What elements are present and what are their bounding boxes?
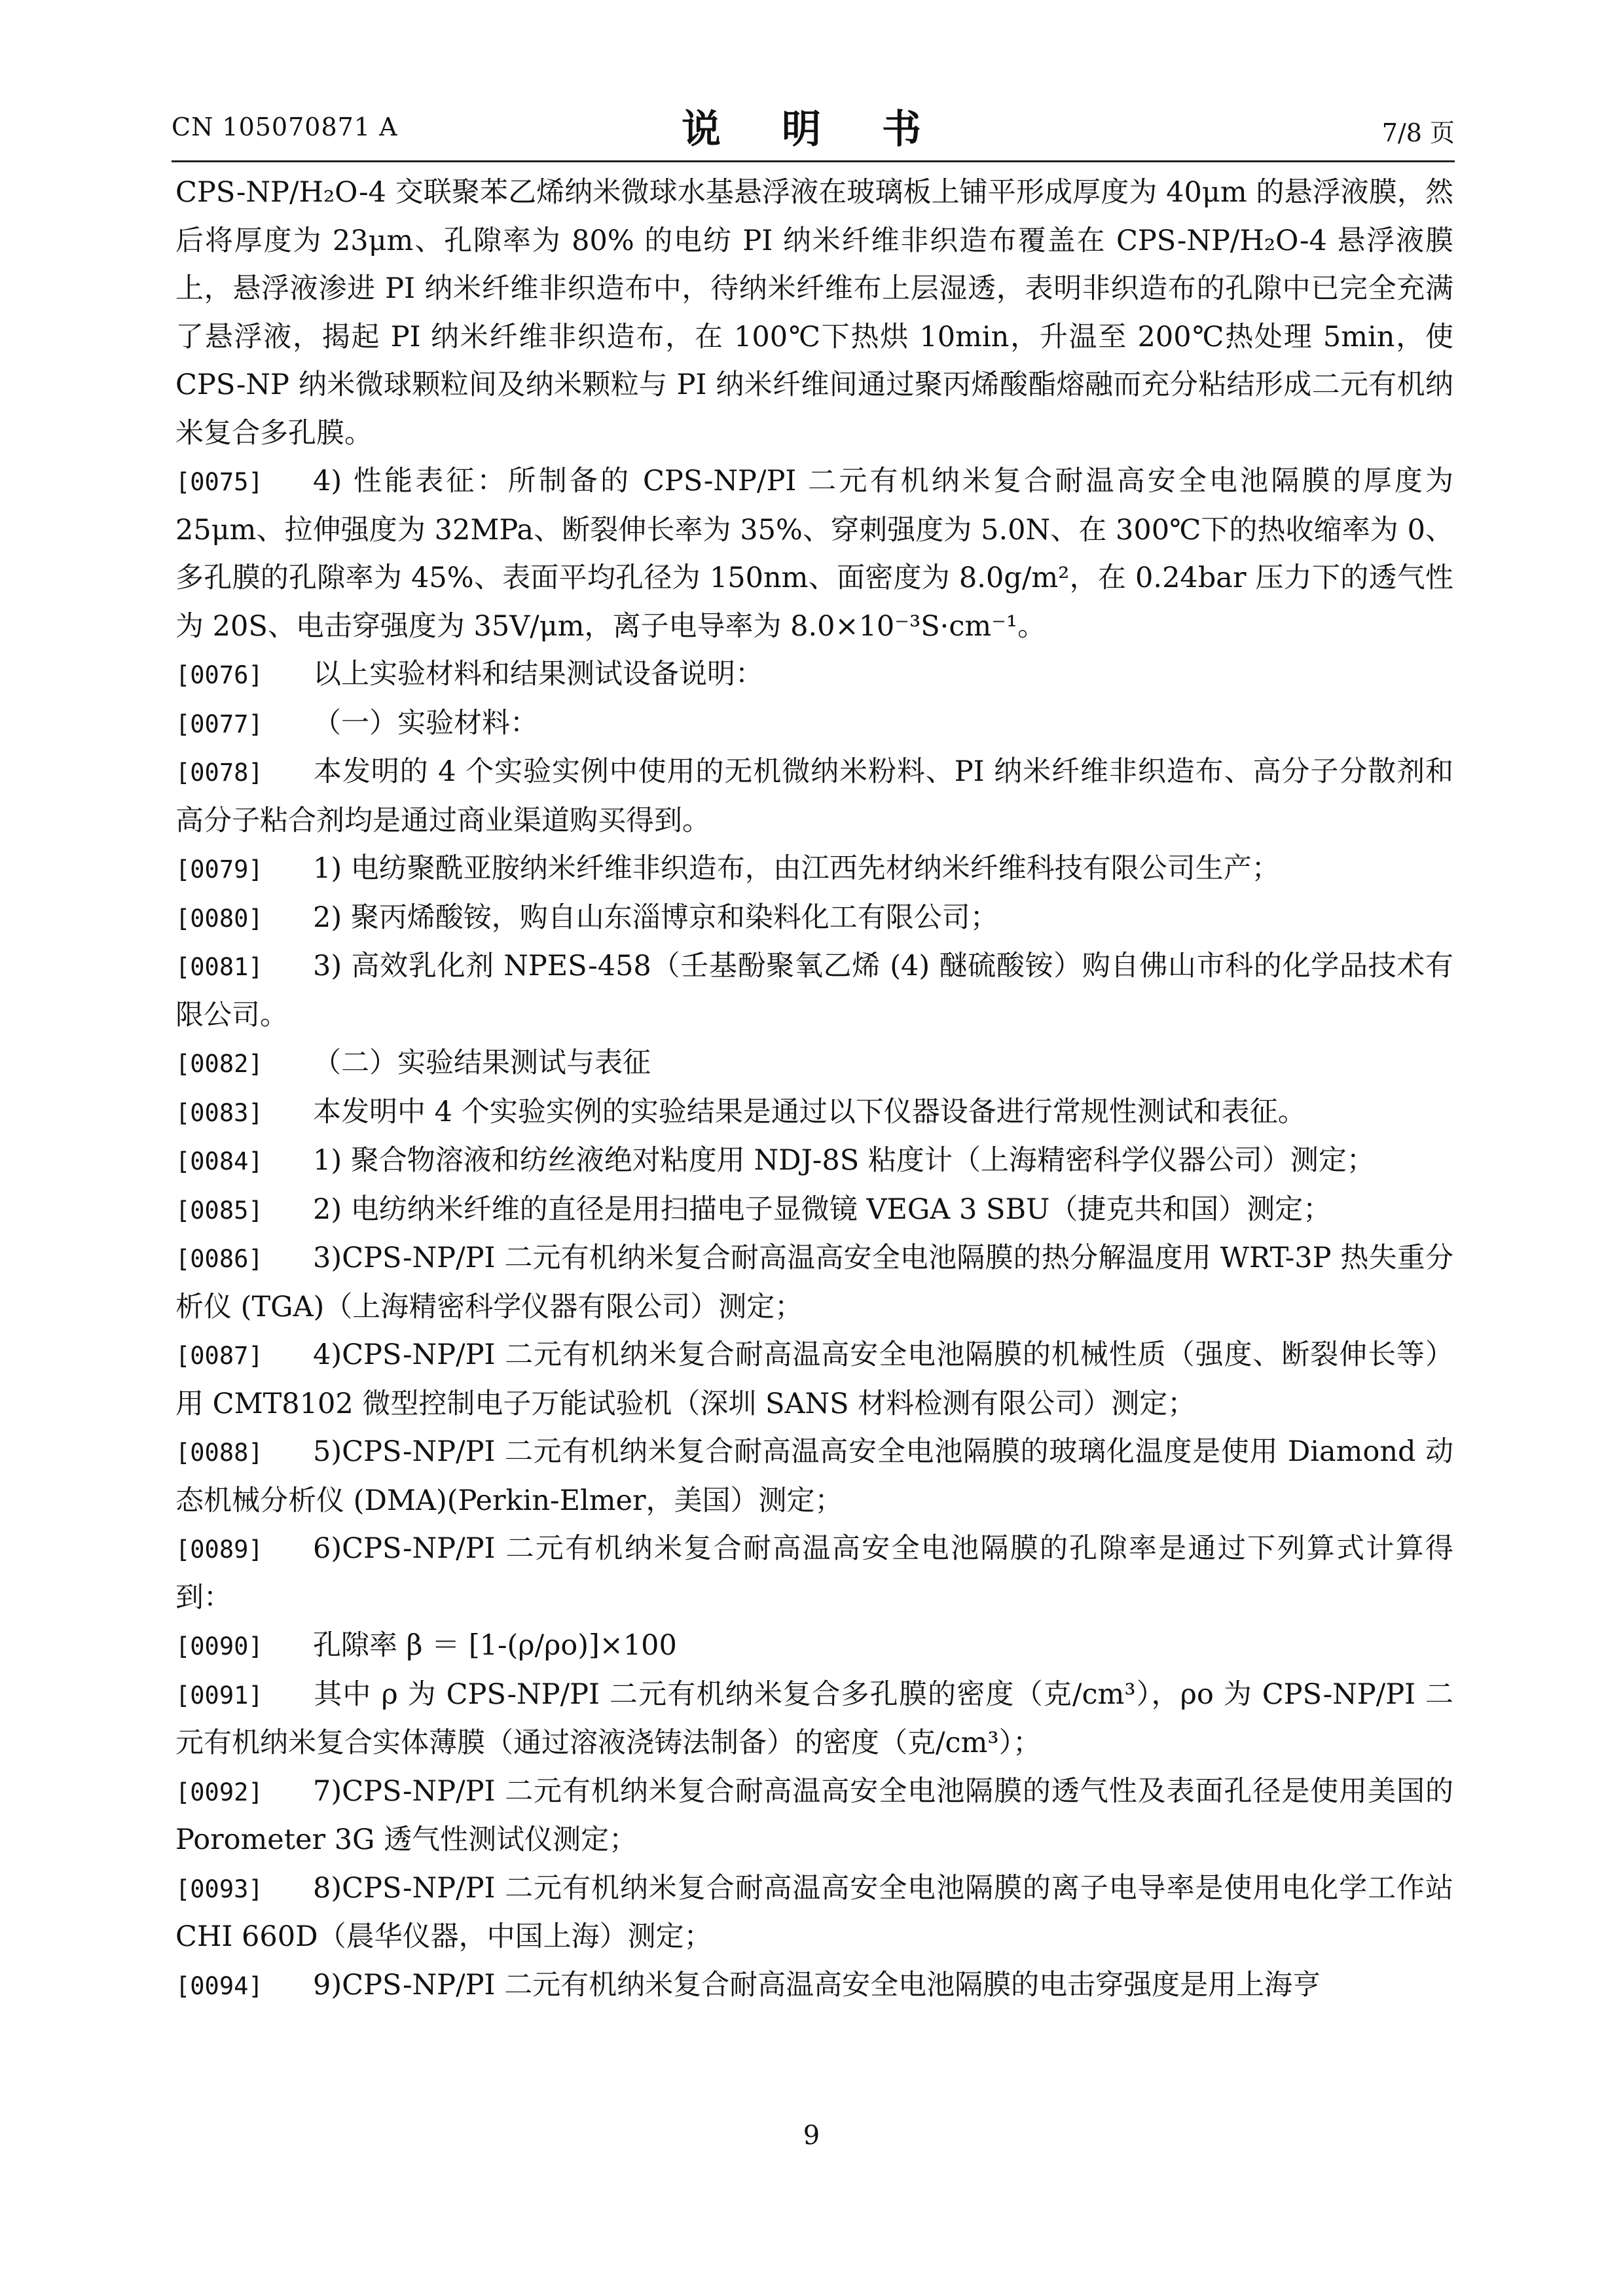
paragraph-text: 以上实验材料和结果测试设备说明：	[313, 658, 763, 691]
page-header	[172, 98, 1455, 157]
paragraph-number: [0084]	[175, 1147, 263, 1175]
paragraph	[175, 169, 1453, 457]
paragraph-number: [0081]	[175, 953, 263, 981]
paragraph-number: [0080]	[175, 904, 263, 933]
paragraph-text: 6)CPS-NP/PI 二元有机纳米复合耐高温高安全电池隔膜的孔隙率是通过下列算式计算得到：	[175, 1532, 1453, 1614]
paragraph-number: [0092]	[175, 1778, 263, 1806]
paragraph-number: [0091]	[175, 1681, 263, 1710]
paragraph-number: [0078]	[175, 759, 263, 787]
paragraph-number: [0082]	[175, 1050, 263, 1078]
paragraph	[175, 457, 1453, 651]
paragraph-text: 3) 高效乳化剂 NPES-458（壬基酚聚氧乙烯 (4) 醚硫酸铵）购自佛山市科的化学品技术有限公司。	[175, 950, 1453, 1031]
paragraph-text: 8)CPS-NP/PI 二元有机纳米复合耐高温高安全电池隔膜的离子电导率是使用电化学工作站 CHI 660D（晨华仪器，中国上海）测定；	[175, 1871, 1453, 1953]
document-body	[175, 169, 1453, 2010]
paragraph	[175, 942, 1453, 1039]
paragraph-text: 7)CPS-NP/PI 二元有机纳米复合耐高温高安全电池隔膜的透气性及表面孔径是使用美国的 Porometer 3G 透气性测试仪测定；	[175, 1774, 1453, 1856]
paragraph-number: [0085]	[175, 1196, 263, 1225]
paragraph	[175, 700, 1453, 749]
paragraph-text: 4) 性能表征：所制备的 CPS-NP/PI 二元有机纳米复合耐温高安全电池隔膜的厚度为 25μm、拉伸强度为 32MPa、断裂伸长率为 35%、穿刺强度为 5.0N、在 300℃下的热收缩率为 0、多孔膜的孔隙率为 45%、表面平均孔径为 150nm、面密度为 8.0g/m²，在 0.24bar 压力下的透气性为 20S、电击穿强度为 35V/μm，离子电导率为 8.0×10⁻³S·cm⁻¹。	[175, 465, 1453, 643]
paragraph-text: 3)CPS-NP/PI 二元有机纳米复合耐高温高安全电池隔膜的热分解温度用 WRT-3P 热失重分析仪 (TGA)（上海精密科学仪器有限公司）测定；	[175, 1242, 1453, 1323]
paragraph-text: （二）实验结果测试与表征	[313, 1047, 651, 1079]
publication-number: CN 105070871 A	[172, 113, 398, 141]
paragraph	[175, 1428, 1453, 1525]
paragraph	[175, 1331, 1453, 1428]
paragraph	[175, 651, 1453, 700]
paragraph-number: [0076]	[175, 661, 263, 689]
paragraph-text: 5)CPS-NP/PI 二元有机纳米复合耐高温高安全电池隔膜的玻璃化温度是使用 Diamond 动态机械分析仪 (DMA)(Perkin-Elmer，美国）测定；	[175, 1435, 1453, 1517]
page-info: 7/8 页	[1381, 118, 1455, 147]
paragraph-text: CPS-NP/H₂O-4 交联聚苯乙烯纳米微球水基悬浮液在玻璃板上铺平形成厚度为 40μm 的悬浮液膜，然后将厚度为 23μm、孔隙率为 80% 的电纺 PI 纳米纤维非织造布覆盖在 CPS-NP/H₂O-4 悬浮液膜上，悬浮液渗进 PI 纳米纤维非织造布中，待纳米纤维布上层湿透，表明非织造布的孔隙中已完全充满了悬浮液，揭起 PI 纳米纤维非织造布，在 100℃下热烘 10min，升温至 200℃热处理 5min，使 CPS-NP 纳米微球颗粒间及纳米颗粒与 PI 纳米纤维间通过聚丙烯酸酯熔融而充分粘结形成二元有机纳米复合多孔膜。	[175, 176, 1453, 450]
paragraph	[175, 1865, 1453, 1962]
paragraph-number: [0093]	[175, 1874, 263, 1903]
paragraph-number: [0089]	[175, 1535, 263, 1564]
paragraph-text: 2) 电纺纳米纤维的直径是用扫描电子显微镜 VEGA 3 SBU（捷克共和国）测定；	[313, 1193, 1332, 1226]
paragraph-number: [0075]	[175, 468, 263, 496]
page-number: 9	[803, 2121, 820, 2151]
paragraph-text: 9)CPS-NP/PI 二元有机纳米复合耐高温高安全电池隔膜的电击穿强度是用上海亨	[313, 1968, 1321, 2001]
paragraph-number: [0090]	[175, 1632, 263, 1660]
paragraph-number: [0079]	[175, 855, 263, 884]
paragraph-text: 1) 电纺聚酰亚胺纳米纤维非织造布，由江西先材纳米纤维科技有限公司生产；	[313, 852, 1280, 885]
paragraph	[175, 1525, 1453, 1622]
paragraph	[175, 845, 1453, 894]
paragraph	[175, 894, 1453, 943]
paragraph	[175, 1186, 1453, 1235]
paragraph	[175, 1137, 1453, 1186]
paragraph	[175, 1962, 1453, 2011]
paragraph-text: 其中 ρ 为 CPS-NP/PI 二元有机纳米复合多孔膜的密度（克/cm³），ρo 为 CPS-NP/PI 二元有机纳米复合实体薄膜（通过溶液浇铸法制备）的密度（克/cm³）；	[175, 1677, 1453, 1759]
paragraph-text: 本发明中 4 个实验实例的实验结果是通过以下仪器设备进行常规性测试和表征。	[313, 1095, 1306, 1128]
paragraph-text: 4)CPS-NP/PI 二元有机纳米复合耐高温高安全电池隔膜的机械性质（强度、断裂伸长等）用 CMT8102 微型控制电子万能试验机（深圳 SANS 材料检测有限公司）测定；	[175, 1338, 1453, 1420]
header-rule	[172, 160, 1455, 162]
paragraph	[175, 1088, 1453, 1138]
paragraph	[175, 1234, 1453, 1331]
paragraph-text: （一）实验材料：	[313, 706, 538, 740]
paragraph-text: 1) 聚合物溶液和纺丝液绝对粘度用 NDJ-8S 粘度计（上海精密科学仪器公司）测定；	[313, 1144, 1375, 1177]
paragraph-number: [0083]	[175, 1098, 263, 1127]
paragraph-number: [0086]	[175, 1245, 263, 1273]
paragraph-text: 本发明的 4 个实验实例中使用的无机微纳米粉料、PI 纳米纤维非织造布、高分子分散剂和高分子粘合剂均是通过商业渠道购买得到。	[175, 755, 1453, 837]
paragraph-number: [0088]	[175, 1439, 263, 1467]
paragraph-text: 孔隙率 β ＝ [1-(ρ/ρo)]×100	[313, 1629, 677, 1662]
paragraph	[175, 1039, 1453, 1088]
document-title: 说 明 书	[682, 107, 945, 152]
paragraph	[175, 1768, 1453, 1865]
paragraph-number: [0087]	[175, 1342, 263, 1370]
paragraph	[175, 748, 1453, 845]
paragraph-text: 2) 聚丙烯酸铵，购自山东淄博京和染料化工有限公司；	[313, 901, 998, 934]
paragraph	[175, 1622, 1453, 1671]
paragraph-number: [0094]	[175, 1971, 263, 2000]
paragraph-number: [0077]	[175, 709, 263, 738]
paragraph	[175, 1671, 1453, 1768]
